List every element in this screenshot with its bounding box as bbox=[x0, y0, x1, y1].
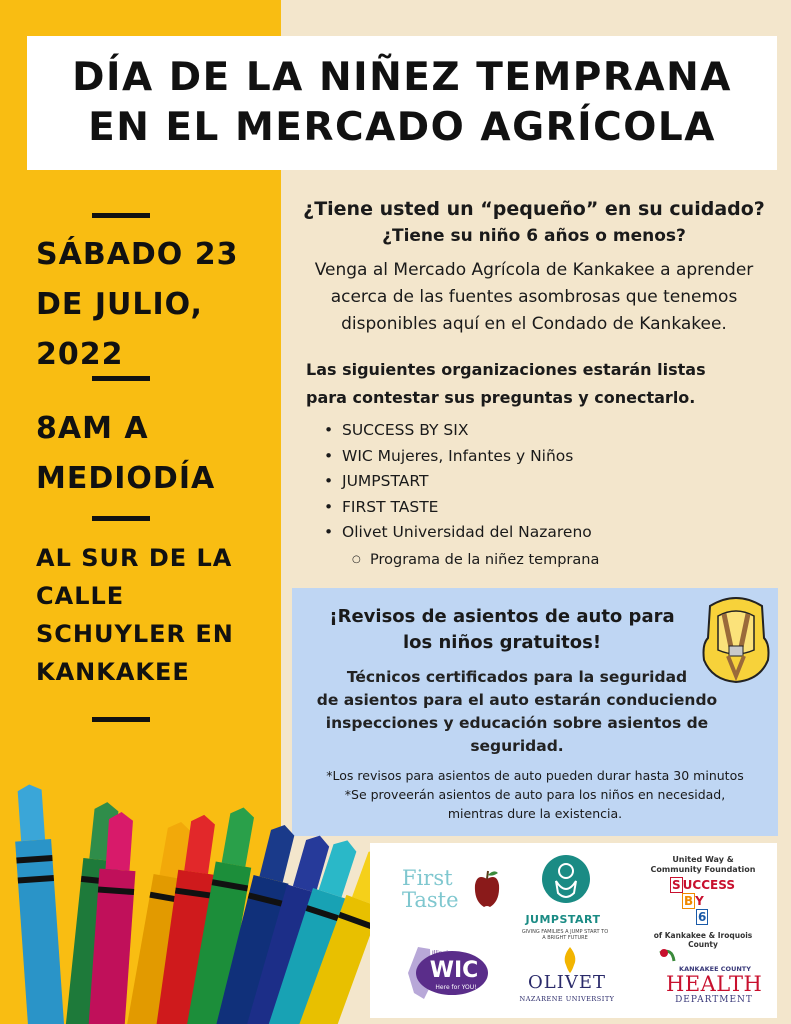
orgs-intro-line-2: para contestar sus preguntas y conectarlo. bbox=[306, 388, 696, 407]
car-seat-title-line-2: los niños gratuitos! bbox=[402, 632, 602, 653]
jumpstart-tagline: GIVING FAMILIES A JUMP START TO A BRIGHT FUTURE bbox=[521, 929, 609, 941]
sbs-b-block: B bbox=[684, 894, 694, 908]
date-line-2: DE JULIO, bbox=[36, 287, 203, 322]
list-item: • WIC Mujeres, Infantes y Niños bbox=[322, 444, 742, 470]
car-seat-title-line-1: ¡Revisos de asientos de auto para bbox=[329, 606, 675, 627]
title-line-2: EN EL MERCADO AGRÍCOLA bbox=[88, 105, 716, 150]
crayons-illustration bbox=[0, 780, 370, 1024]
list-item: • Olivet Universidad del Nazareno bbox=[322, 520, 742, 546]
united-way-text bbox=[638, 855, 768, 875]
orgs-intro-line-1: Las siguientes organizaciones estarán listas bbox=[306, 360, 706, 379]
question-little-one: ¿Tiene usted un “pequeño” en su cuidado? bbox=[303, 198, 765, 220]
uw-line-2: Community Foundation bbox=[650, 865, 756, 874]
intro-paragraph bbox=[284, 257, 784, 338]
sbs-6-block: 6 bbox=[698, 910, 707, 924]
place-line-1: AL SUR DE LA bbox=[36, 544, 233, 572]
date-line-3: 2022 bbox=[36, 337, 124, 372]
car-seat-description bbox=[292, 666, 742, 758]
success-by-six-logo bbox=[670, 877, 740, 925]
title-banner bbox=[27, 36, 777, 170]
event-date bbox=[36, 230, 239, 380]
divider-dash bbox=[92, 376, 150, 381]
first-taste-text-1: First bbox=[402, 866, 453, 890]
car-seat-desc-line-2: de asientos para el auto estarán conduciendo bbox=[316, 691, 718, 709]
car-seat-note-2: *Se proveerán asientos de auto para los niños en necesidad, bbox=[344, 787, 726, 802]
intro-line-1: Venga al Mercado Agrícola de Kankakee a aprender bbox=[314, 260, 754, 280]
car-seat-desc-line-1: Técnicos certificados para la seguridad bbox=[346, 668, 688, 686]
jumpstart-baby-icon bbox=[542, 851, 590, 911]
car-seat-desc-line-3: inspecciones y educación sobre asientos de bbox=[325, 714, 709, 732]
sbs-s-block: S bbox=[672, 878, 681, 892]
sbs-subtitle: of Kankakee & Iroquois County bbox=[653, 931, 753, 949]
olivet-flame-icon bbox=[560, 947, 580, 973]
event-location bbox=[36, 539, 234, 691]
olivet-logo-text: OLIVET bbox=[528, 972, 606, 993]
place-line-3: SCHUYLER EN bbox=[36, 620, 234, 648]
sub-list-item: ○ Programa de la niñez temprana bbox=[352, 549, 599, 571]
question-age: ¿Tiene su niño 6 años o menos? bbox=[382, 226, 686, 246]
wic-logo-graphic bbox=[402, 943, 490, 1003]
sbs-y: Y bbox=[695, 894, 704, 908]
organization-list bbox=[322, 418, 742, 546]
sbs-uccess: UCCESS bbox=[682, 878, 735, 892]
list-item: • SUCCESS BY SIX bbox=[322, 418, 742, 444]
kankakee-county-text: KANKAKEE COUNTY bbox=[679, 965, 751, 973]
event-time bbox=[36, 404, 215, 504]
first-taste-text-2: Taste bbox=[402, 888, 459, 912]
title-line-1: DÍA DE LA NIÑEZ TEMPRANA bbox=[72, 55, 732, 100]
place-line-2: CALLE bbox=[36, 582, 125, 610]
car-seat-desc-line-4: seguridad. bbox=[470, 737, 564, 755]
wic-logo-text: WIC bbox=[429, 958, 479, 983]
car-seat-note-1: *Los revisos para asientos de auto pueden durar hasta 30 minutos bbox=[326, 768, 744, 783]
jumpstart-logo-text: JUMPSTART bbox=[525, 913, 601, 926]
intro-line-2: acerca de las fuentes asombrosas que tenemos bbox=[330, 287, 738, 307]
list-item: • JUMPSTART bbox=[322, 469, 742, 495]
department-text: DEPARTMENT bbox=[675, 995, 753, 1005]
wic-tagline: Here for YOU! bbox=[435, 984, 477, 991]
first-taste-logo bbox=[402, 867, 459, 911]
list-item: • FIRST TASTE bbox=[322, 495, 742, 521]
car-seat-note-3: mientras dure la existencia. bbox=[447, 806, 623, 821]
divider-dash bbox=[92, 717, 150, 722]
time-line-1: 8AM A bbox=[36, 411, 149, 446]
olivet-subtitle: NAZARENE UNIVERSITY bbox=[519, 995, 615, 1003]
health-text: HEALTH bbox=[666, 972, 763, 996]
sponsor-logos bbox=[370, 843, 777, 1018]
uw-line-1: United Way & bbox=[672, 855, 734, 864]
intro-line-3: disponibles aquí en el Condado de Kankakee. bbox=[341, 314, 727, 334]
car-seat-title bbox=[292, 604, 712, 656]
divider-dash bbox=[92, 213, 150, 218]
place-line-4: KANKAKEE bbox=[36, 658, 190, 686]
wic-small-text: Illinois bbox=[432, 950, 452, 957]
apple-icon bbox=[472, 869, 502, 909]
organizations-intro bbox=[306, 356, 776, 412]
date-line-1: SÁBADO 23 bbox=[36, 237, 239, 272]
divider-dash bbox=[92, 516, 150, 521]
time-line-2: MEDIODÍA bbox=[36, 461, 216, 496]
